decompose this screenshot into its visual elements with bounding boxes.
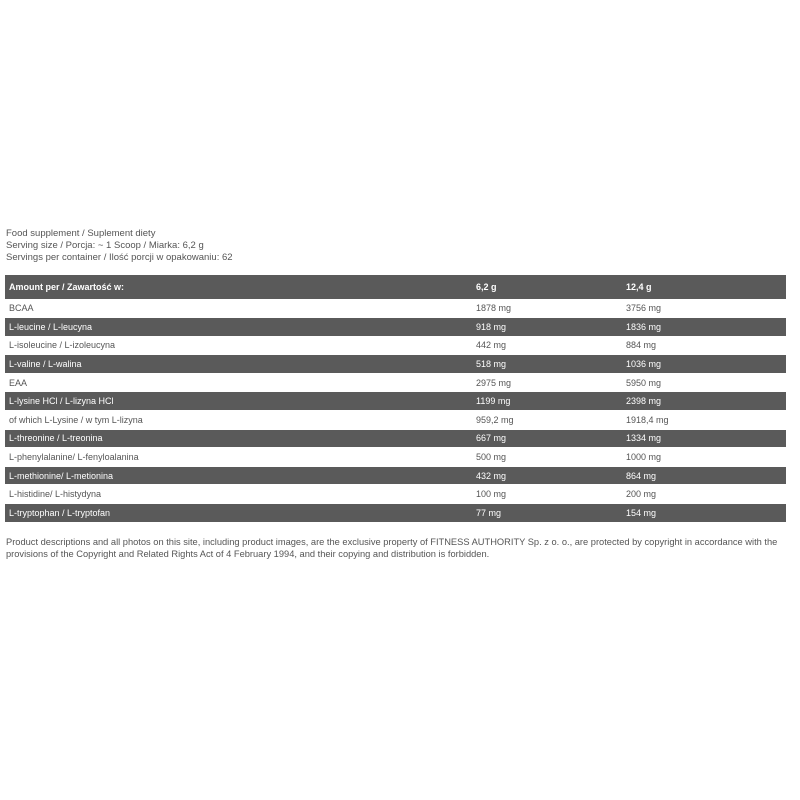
amount-serving-1: 500 mg xyxy=(472,448,622,467)
table-row xyxy=(5,429,786,448)
amount-serving-2: 2398 mg xyxy=(622,392,786,411)
amount-serving-2: 1036 mg xyxy=(622,355,786,374)
table-row xyxy=(5,504,786,523)
amount-serving-1: 959,2 mg xyxy=(472,411,622,430)
table-row xyxy=(5,466,786,485)
amount-serving-1: 100 mg xyxy=(472,485,622,504)
ingredient-name: BCAA xyxy=(5,299,472,318)
table-body xyxy=(5,299,786,522)
amount-serving-1: 667 mg xyxy=(472,429,622,448)
table-row xyxy=(5,485,786,504)
amount-serving-2: 200 mg xyxy=(622,485,786,504)
ingredient-name: L-tryptophan / L-tryptofan xyxy=(5,504,472,523)
amount-serving-2: 3756 mg xyxy=(622,299,786,318)
ingredient-name: L-histidine/ L-histydyna xyxy=(5,485,472,504)
product-intro xyxy=(6,228,233,264)
amount-serving-1: 1199 mg xyxy=(472,392,622,411)
ingredient-name: L-phenylalanine/ L-fenyloalanina xyxy=(5,448,472,467)
serving-size: Serving size / Porcja: ~ 1 Scoop / Miarka: 6,2 g xyxy=(6,240,204,251)
amount-serving-1: 77 mg xyxy=(472,504,622,523)
ingredient-name: L-threonine / L-treonina xyxy=(5,429,472,448)
table-row xyxy=(5,299,786,318)
amount-serving-1: 918 mg xyxy=(472,318,622,337)
amount-serving-2: 884 mg xyxy=(622,336,786,355)
ingredient-name: L-methionine/ L-metionina xyxy=(5,466,472,485)
amount-serving-2: 1836 mg xyxy=(622,318,786,337)
amount-serving-2: 864 mg xyxy=(622,466,786,485)
table-row xyxy=(5,448,786,467)
table-row xyxy=(5,392,786,411)
table-row xyxy=(5,336,786,355)
amount-serving-2: 1918,4 mg xyxy=(622,411,786,430)
amount-serving-2: 1334 mg xyxy=(622,429,786,448)
amount-serving-1: 1878 mg xyxy=(472,299,622,318)
ingredient-name: L-valine / L-walina xyxy=(5,355,472,374)
amount-serving-2: 1000 mg xyxy=(622,448,786,467)
servings-per-container: Servings per container / Ilość porcji w opakowaniu: 62 xyxy=(6,252,233,263)
amount-serving-1: 432 mg xyxy=(472,466,622,485)
header-amount-per: Amount per / Zawartość w: xyxy=(9,281,125,292)
table-row xyxy=(5,411,786,430)
supplement-type: Food supplement / Suplement diety xyxy=(6,228,156,239)
amount-serving-1: 442 mg xyxy=(472,336,622,355)
ingredient-name: L-isoleucine / L-izoleucyna xyxy=(5,336,472,355)
amount-serving-2: 154 mg xyxy=(622,504,786,523)
header-serving-1: 6,2 g xyxy=(476,281,497,292)
table-row xyxy=(5,355,786,374)
ingredient-name: L-leucine / L-leucyna xyxy=(5,318,472,337)
header-serving-2: 12,4 g xyxy=(626,281,652,292)
ingredient-name: EAA xyxy=(5,373,472,392)
nutrition-table xyxy=(5,275,786,522)
amount-serving-1: 2975 mg xyxy=(472,373,622,392)
ingredient-name: L-lysine HCl / L-lizyna HCl xyxy=(5,392,472,411)
table-header-row xyxy=(5,275,786,299)
table-row xyxy=(5,318,786,337)
amount-serving-1: 518 mg xyxy=(472,355,622,374)
table-row xyxy=(5,373,786,392)
ingredient-name: of which L-Lysine / w tym L-lizyna xyxy=(5,411,472,430)
copyright-notice: Product descriptions and all photos on this site, including product images, are the exclusive property of FITNESS AUTHORITY Sp. z o. o., are protected by copyright in accordance with the provisions of the Copyright and Related Rights Act of 4 February 1994, and their copying and distribution is forbidden. xyxy=(6,537,778,559)
amount-serving-2: 5950 mg xyxy=(622,373,786,392)
